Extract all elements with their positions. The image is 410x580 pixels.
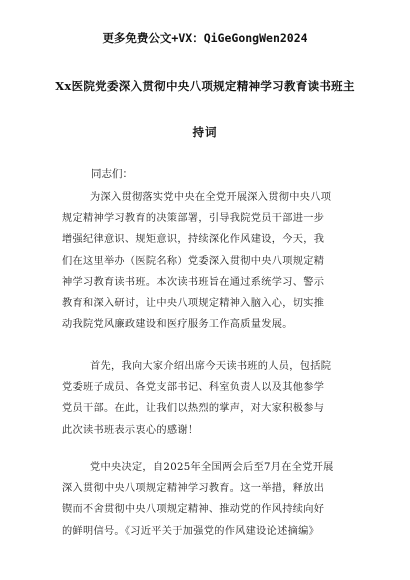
paragraph-line: 的鲜明信号。《习近平关于加强党的作风建设论述摘编》: [62, 525, 320, 537]
salutation: 同志们：: [91, 168, 133, 180]
document-title-line-1: Xx医院党委深入贯彻中央八项规定精神学习教育读书班主: [55, 79, 355, 93]
paragraph-1: [62, 187, 352, 335]
paragraph-line: 锲而不舍贯彻中央八项规定精神、推动党的作风持续向好: [62, 504, 325, 516]
paragraph-line: 为深入贯彻落实党中央在全党开展深入贯彻中央八项: [90, 192, 332, 203]
paragraph-line: 教育和深入研讨，让中央八项规定精神入脑入心，切实推: [62, 298, 325, 310]
document-title-line-2: 持词: [192, 125, 218, 139]
paragraph-3: [62, 457, 352, 542]
paragraph-2: [62, 356, 352, 441]
paragraph-line: 动我院党风廉政建设和医疗服务工作高质量发展。: [62, 319, 293, 331]
paragraph-line: 党中央决定，自2025年全国两会后至7月在全党开展: [90, 462, 334, 473]
paragraph-line: 增强纪律意识、规矩意识，持续深化作风建设，今天，我: [62, 234, 325, 246]
page-header: 更多免费公文+VX：QiGeGongWen2024: [102, 31, 308, 45]
paragraph-line: 党员干部。在此，让我们以热烈的掌声，对大家积极参与: [62, 403, 325, 415]
paragraph-line: 神学习教育读书班。本次读书班旨在通过系统学习、警示: [62, 276, 325, 288]
paragraph-line: 此次读书班表示衷心的感谢！: [62, 424, 199, 436]
paragraph-line: 深入贯彻中央八项规定精神学习教育。这一举措，释放出: [62, 483, 325, 495]
paragraph-line: 规定精神学习教育的决策部署，引导我院党员干部进一步: [62, 213, 325, 225]
paragraph-line: 们在这里举办（医院名称）党委深入贯彻中央八项规定精: [62, 255, 325, 267]
paragraph-line: 首先，我向大家介绍出席今天读书班的人员，包括院: [90, 361, 332, 372]
paragraph-line: 党委班子成员、各党支部书记、科室负责人以及其他参学: [62, 382, 325, 394]
